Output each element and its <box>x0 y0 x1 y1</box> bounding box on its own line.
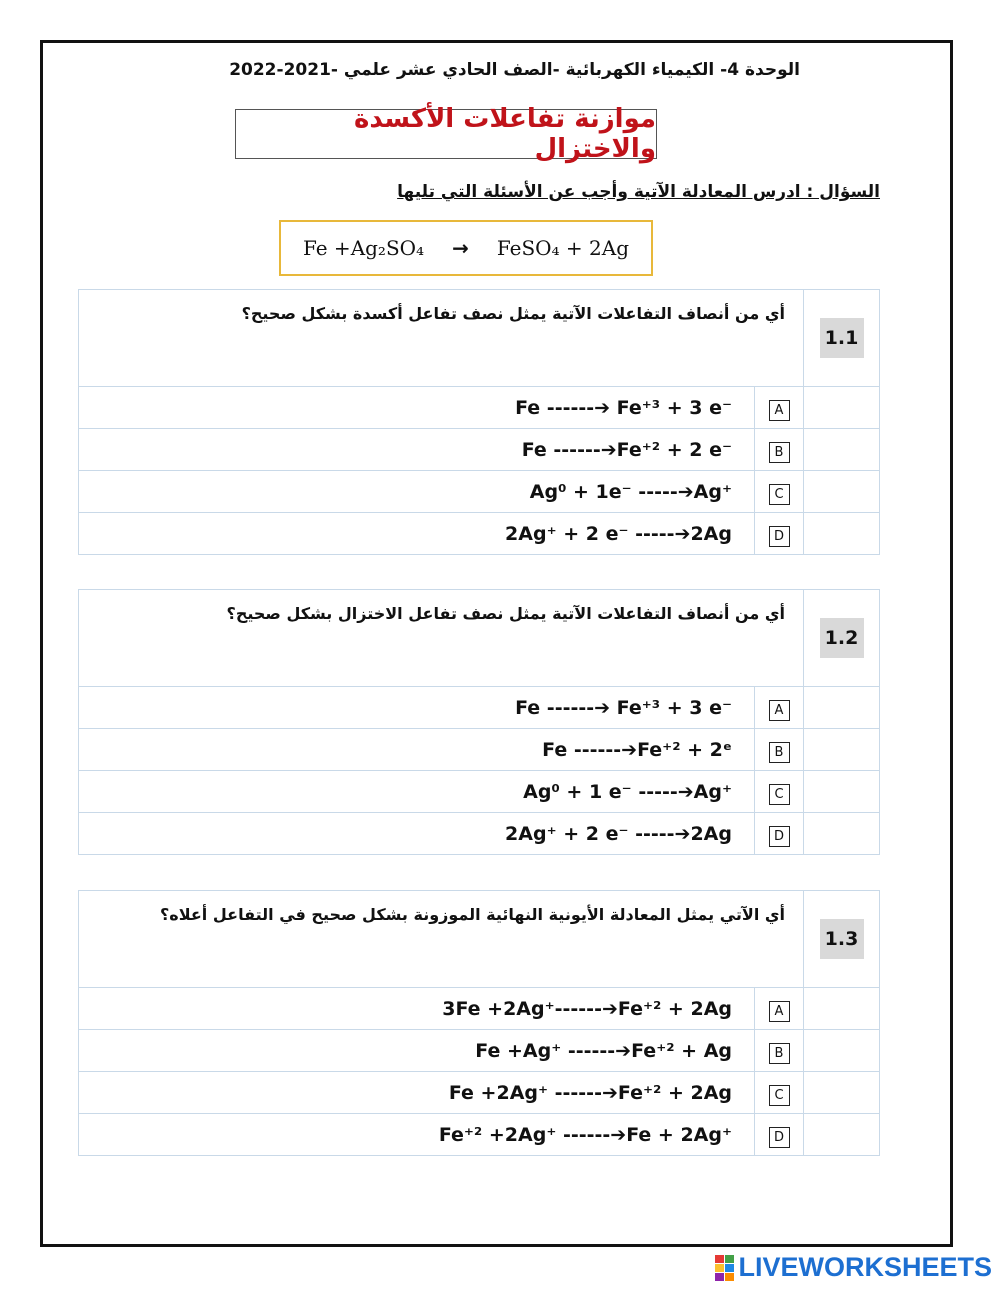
liveworksheets-logo-icon <box>715 1255 734 1281</box>
logo-tile <box>725 1255 734 1263</box>
option-letter-box[interactable]: A <box>769 400 790 421</box>
worksheet-header: الوحدة 4- الكيمياء الكهربائية -الصف الحادي عشر علمي -2021-2022 <box>229 60 800 80</box>
question-text: أي الآتي يمثل المعادلة الأيونية النهائية الموزونة بشكل صحيح في التفاعل أعلاه؟ <box>79 891 804 988</box>
option-row[interactable] <box>79 729 880 771</box>
logo-tile <box>715 1273 724 1281</box>
option-row[interactable] <box>79 429 880 471</box>
option-letter-box[interactable]: C <box>769 484 790 505</box>
option-text: 2Ag⁺ + 2 e⁻ -----➔2Ag <box>79 513 755 555</box>
option-text: Fe ------➔Fe⁺² + 2 e⁻ <box>79 429 755 471</box>
option-row[interactable] <box>79 771 880 813</box>
option-row[interactable] <box>79 1114 880 1156</box>
option-row[interactable] <box>79 1072 880 1114</box>
option-text: Fe ------➔Fe⁺² + 2ᵉ <box>79 729 755 771</box>
equation-products: FeSO₄ + 2Ag <box>496 236 630 260</box>
option-letter-box[interactable]: B <box>769 742 790 763</box>
option-letter-box[interactable]: D <box>769 526 790 547</box>
option-letter-box[interactable]: C <box>769 784 790 805</box>
equation-reactants: Fe +Ag₂SO₄ <box>302 236 425 260</box>
option-text: 3Fe +2Ag⁺------➔Fe⁺² + 2Ag <box>79 988 755 1030</box>
option-letter-box[interactable]: A <box>769 1001 790 1022</box>
option-text: Ag⁰ + 1 e⁻ -----➔Ag⁺ <box>79 771 755 813</box>
question-number: 1.2 <box>820 618 864 658</box>
option-letter-box[interactable]: D <box>769 826 790 847</box>
option-row[interactable] <box>79 471 880 513</box>
option-row[interactable] <box>79 1030 880 1072</box>
arrow-icon: → <box>452 236 469 260</box>
option-text: Fe⁺² +2Ag⁺ ------➔Fe + 2Ag⁺ <box>79 1114 755 1156</box>
logo-tile <box>715 1264 724 1272</box>
question-text: أي من أنصاف التفاعلات الآتية يمثل نصف تفاعل الاختزال بشكل صحيح؟ <box>79 590 804 687</box>
liveworksheets-footer <box>715 1252 992 1283</box>
option-row[interactable] <box>79 813 880 855</box>
question-instruction: السؤال : ادرس المعادلة الآتية وأجب عن الأسئلة التي تليها <box>397 182 880 202</box>
question-table-1-3 <box>78 890 880 1156</box>
option-letter-box[interactable]: B <box>769 442 790 463</box>
option-text: 2Ag⁺ + 2 e⁻ -----➔2Ag <box>79 813 755 855</box>
option-letter-box[interactable]: B <box>769 1043 790 1064</box>
main-equation <box>279 220 653 276</box>
question-table-1-2 <box>78 589 880 855</box>
option-letter-box[interactable]: A <box>769 700 790 721</box>
option-row[interactable] <box>79 687 880 729</box>
worksheet-title: موازنة تفاعلات الأكسدة والاختزال <box>235 109 657 159</box>
option-row[interactable] <box>79 513 880 555</box>
liveworksheets-brand: LIVEWORKSHEETS <box>738 1252 992 1282</box>
option-text: Fe ------➔ Fe⁺³ + 3 e⁻ <box>79 687 755 729</box>
question-text: أي من أنصاف التفاعلات الآتية يمثل نصف تفاعل أكسدة بشكل صحيح؟ <box>79 290 804 387</box>
option-letter-box[interactable]: C <box>769 1085 790 1106</box>
option-text: Fe +Ag⁺ ------➔Fe⁺² + Ag <box>79 1030 755 1072</box>
option-row[interactable] <box>79 988 880 1030</box>
question-table-1-1 <box>78 289 880 555</box>
option-row[interactable] <box>79 387 880 429</box>
logo-tile <box>715 1255 724 1263</box>
question-number: 1.3 <box>820 919 864 959</box>
logo-tile <box>725 1264 734 1272</box>
option-text: Fe +2Ag⁺ ------➔Fe⁺² + 2Ag <box>79 1072 755 1114</box>
option-letter-box[interactable]: D <box>769 1127 790 1148</box>
option-text: Fe ------➔ Fe⁺³ + 3 e⁻ <box>79 387 755 429</box>
logo-tile <box>725 1273 734 1281</box>
option-text: Ag⁰ + 1e⁻ -----➔Ag⁺ <box>79 471 755 513</box>
question-number: 1.1 <box>820 318 864 358</box>
